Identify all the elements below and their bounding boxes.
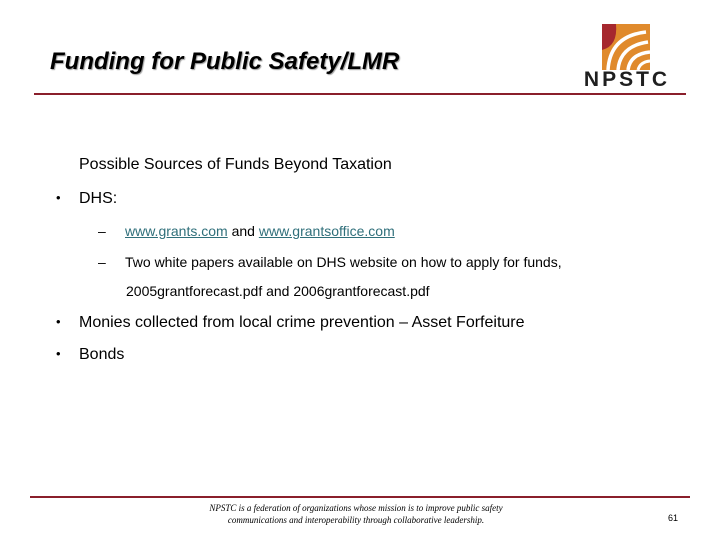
footer-line-1: NPSTC is a federation of organizations whose mission is to improve public safety xyxy=(209,503,503,513)
dash-icon: – xyxy=(98,254,106,270)
slide-title: Funding for Public Safety/LMR xyxy=(50,48,400,75)
grants-link[interactable]: www.grants.com xyxy=(125,223,228,239)
grantsoffice-link[interactable]: www.grantsoffice.com xyxy=(258,223,395,239)
logo-wordmark: NPSTC xyxy=(583,68,671,91)
footer-mission-statement xyxy=(186,502,526,526)
dash-icon: – xyxy=(98,223,106,239)
bullet-text: Bonds xyxy=(79,346,125,363)
bullet-text: DHS: xyxy=(79,190,118,207)
npstc-logo xyxy=(572,24,682,94)
dhs-item-links xyxy=(98,223,395,239)
bullet-icon: • xyxy=(56,314,61,329)
white-papers-continuation: 2005grantforecast.pdf and 2006grantforecast.pdf xyxy=(126,283,430,299)
bullet-asset-forfeiture xyxy=(56,314,525,332)
bullet-bonds xyxy=(56,346,124,364)
slide-subtitle: Possible Sources of Funds Beyond Taxation xyxy=(79,156,392,173)
page-number: 61 xyxy=(668,513,679,523)
logo-arcs-icon xyxy=(602,24,650,70)
link-joiner: and xyxy=(227,223,259,239)
bullet-icon: • xyxy=(56,190,61,205)
dhs-item-white-papers xyxy=(98,254,562,270)
bullet-icon: • xyxy=(56,346,61,361)
white-papers-text: Two white papers available on DHS website on how to apply for funds, xyxy=(125,254,562,270)
bullet-dhs xyxy=(56,190,117,208)
footer-divider xyxy=(30,496,690,498)
footer-line-2: communications and interoperability through collaborative leadership. xyxy=(227,515,485,525)
bullet-text: Monies collected from local crime prevention – Asset Forfeiture xyxy=(79,314,525,331)
